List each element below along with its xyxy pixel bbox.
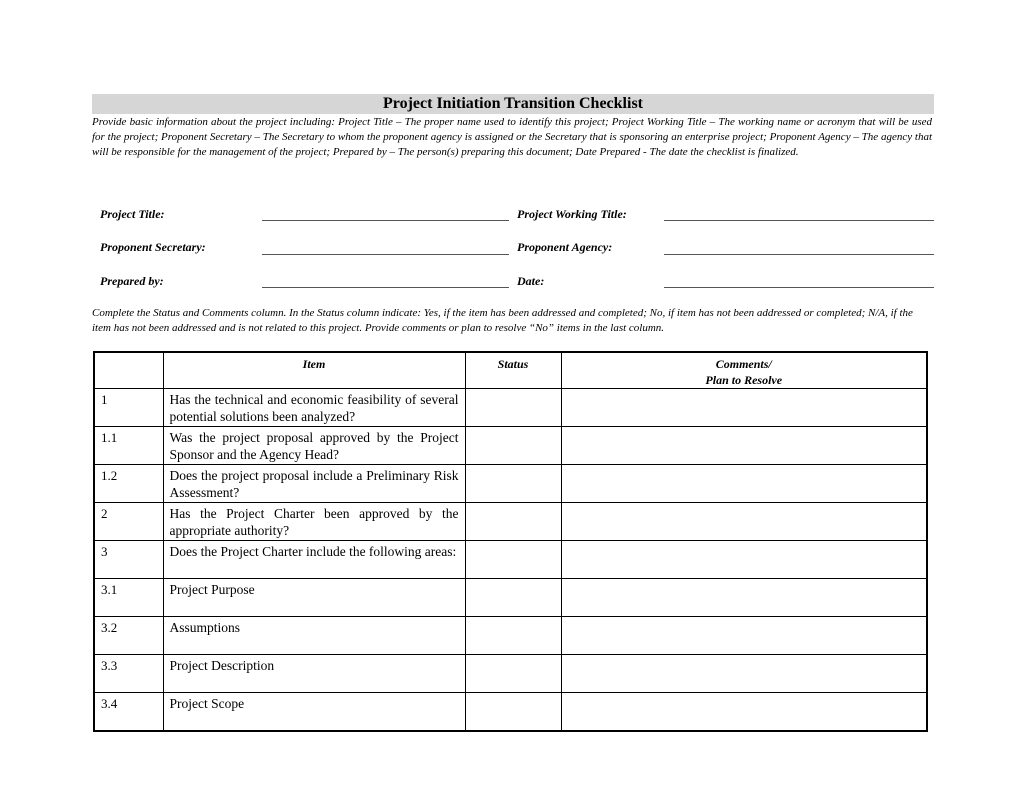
- row-status-cell[interactable]: [465, 389, 561, 427]
- row-item: Was the project proposal approved by the Project Sponsor and the Agency Head?: [163, 427, 465, 465]
- date-field[interactable]: [664, 287, 934, 288]
- project-working-title-field[interactable]: [664, 220, 934, 221]
- row-comments-cell[interactable]: [561, 579, 927, 617]
- row-number: 3.4: [94, 693, 163, 732]
- table-row: [94, 465, 927, 503]
- row-item: Project Scope: [163, 693, 465, 732]
- prepared-by-field[interactable]: [262, 287, 509, 288]
- table-row: [94, 503, 927, 541]
- table-header-row: [94, 352, 927, 389]
- row-status-cell[interactable]: [465, 541, 561, 579]
- project-title-label: Project Title:: [100, 207, 165, 221]
- row-status-cell[interactable]: [465, 427, 561, 465]
- row-status-cell[interactable]: [465, 503, 561, 541]
- row-item: Has the technical and economic feasibility of several potential solutions been analyzed?: [163, 389, 465, 427]
- row-number: 3.1: [94, 579, 163, 617]
- row-comments-cell[interactable]: [561, 617, 927, 655]
- row-comments-cell[interactable]: [561, 541, 927, 579]
- number-header: [94, 352, 163, 389]
- project-title-field[interactable]: [262, 220, 509, 221]
- row-number: 2: [94, 503, 163, 541]
- row-item: Has the Project Charter been approved by the appropriate authority?: [163, 503, 465, 541]
- row-status-cell[interactable]: [465, 579, 561, 617]
- prepared-by-label: Prepared by:: [100, 274, 164, 288]
- row-item: Project Description: [163, 655, 465, 693]
- table-row: [94, 617, 927, 655]
- row-comments-cell[interactable]: [561, 465, 927, 503]
- comments-header-line2: Plan to Resolve: [705, 373, 783, 387]
- row-number: 3: [94, 541, 163, 579]
- table-row: [94, 655, 927, 693]
- row-number: 1.2: [94, 465, 163, 503]
- row-status-cell[interactable]: [465, 465, 561, 503]
- checklist-table: [93, 351, 928, 732]
- row-comments-cell[interactable]: [561, 693, 927, 732]
- table-row: [94, 579, 927, 617]
- document-title: Project Initiation Transition Checklist: [92, 94, 934, 114]
- row-comments-cell[interactable]: [561, 389, 927, 427]
- row-item: Does the Project Charter include the following areas:: [163, 541, 465, 579]
- row-status-cell[interactable]: [465, 693, 561, 732]
- row-status-cell[interactable]: [465, 655, 561, 693]
- date-label: Date:: [517, 274, 545, 288]
- row-item: Does the project proposal include a Preliminary Risk Assessment?: [163, 465, 465, 503]
- table-row: [94, 693, 927, 732]
- table-row: [94, 541, 927, 579]
- project-working-title-label: Project Working Title:: [517, 207, 627, 221]
- proponent-secretary-field[interactable]: [262, 254, 509, 255]
- row-comments-cell[interactable]: [561, 655, 927, 693]
- row-number: 1: [94, 389, 163, 427]
- row-number: 3.3: [94, 655, 163, 693]
- table-row: [94, 427, 927, 465]
- proponent-secretary-label: Proponent Secretary:: [100, 240, 206, 254]
- status-header: Status: [465, 352, 561, 389]
- row-number: 3.2: [94, 617, 163, 655]
- comments-header: [561, 352, 927, 389]
- intro-paragraph: Provide basic information about the project including: Project Title – The proper name used to identify this project; Project Working Title – The working name or acronym that will be used for the project; Proponent Secretary – The Secretary to whom the proponent agency is assigned or the Secretary that is sponsoring an enterprise project; Proponent Agency – The agency that will be responsible for the management of the project; Prepared by – The person(s) preparing this document; Date Prepared - The date the checklist is finalized.: [92, 116, 932, 158]
- proponent-agency-label: Proponent Agency:: [517, 240, 613, 254]
- table-row: [94, 389, 927, 427]
- row-item: Project Purpose: [163, 579, 465, 617]
- row-comments-cell[interactable]: [561, 427, 927, 465]
- row-comments-cell[interactable]: [561, 503, 927, 541]
- proponent-agency-field[interactable]: [664, 254, 934, 255]
- item-header: Item: [163, 352, 465, 389]
- row-number: 1.1: [94, 427, 163, 465]
- row-item: Assumptions: [163, 617, 465, 655]
- row-status-cell[interactable]: [465, 617, 561, 655]
- comments-header-line1: Comments/: [715, 357, 772, 371]
- instructions-text: Complete the Status and Comments column. In the Status column indicate: Yes, if the item has been addressed and completed; No, if item has not been addressed or completed; N/A, if the item has not been addressed and is not related to this project. Provide comments or plan to resolve “No” items in the last column.: [92, 307, 913, 334]
